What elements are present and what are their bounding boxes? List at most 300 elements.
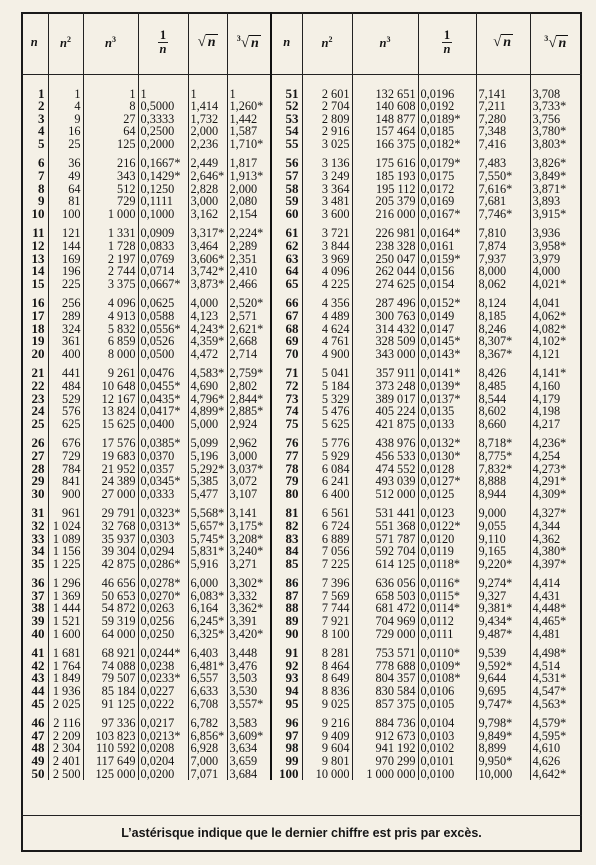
cell-sqrt: 9,055 (476, 520, 530, 533)
cell-sqrt: 9,747* (476, 698, 530, 711)
cell-sqrt: 4,690 (188, 380, 227, 393)
cell-inverse: 0,0222 (138, 698, 188, 711)
cell-square: 2 401 (48, 755, 83, 768)
cell-n: 33 (31, 532, 45, 546)
cell-n: 51 (271, 88, 302, 101)
cell-inverse: 0,0192 (418, 100, 476, 113)
cell-cube: 148 877 (352, 113, 418, 126)
cell-sqrt: 7,348 (476, 125, 530, 138)
cell-square: 9 025 (302, 698, 352, 711)
col-header-cbrt: $^3$√ n (530, 12, 582, 74)
cell-square: 961 (48, 500, 83, 520)
cell-cube: 6 859 (83, 335, 138, 348)
cell-sqrt: 6,481* (188, 660, 227, 673)
cell-inverse: 0,0147 (418, 323, 476, 336)
cell-square: 6 724 (302, 520, 352, 533)
cell-square: 2 209 (48, 730, 83, 743)
cell-n: 34 (31, 545, 45, 558)
spacer-cell (530, 74, 582, 88)
cell-square: 8 100 (302, 628, 352, 641)
cell-square: 5 329 (302, 393, 352, 406)
cell-sqrt: 9,950* (476, 755, 530, 768)
cell-square: 121 (48, 220, 83, 240)
cell-cube: 8 000 (83, 348, 138, 361)
cell-square: 5 041 (302, 360, 352, 380)
cell-cbrt: 3,826* (530, 150, 582, 170)
cell-cbrt: 3,208* (227, 533, 271, 546)
cell-cbrt: 3,893 (530, 195, 582, 208)
cell-cube: 216 (83, 150, 138, 170)
cell-cube: 343 000 (352, 348, 418, 361)
table-body (21, 74, 582, 780)
cell-square: 400 (48, 348, 83, 361)
cell-square: 289 (48, 310, 83, 323)
cell-square: 2 916 (302, 125, 352, 138)
cell-cube: 110 592 (83, 742, 138, 755)
table-row (21, 335, 582, 348)
cell-cbrt: 2,759* (227, 360, 271, 380)
table-row (21, 570, 582, 590)
cell-cube: 238 328 (352, 240, 418, 253)
cell-inverse: 0,0244* (138, 640, 188, 660)
cell-cbrt: 3,530 (227, 685, 271, 698)
cell-inverse: 0,0169 (418, 195, 476, 208)
cell-n: 25 (31, 417, 45, 431)
table-row (21, 628, 582, 641)
cell-cube: 1 331 (83, 220, 138, 240)
cell-n: 88 (271, 602, 302, 615)
cell-cube: 4 096 (83, 290, 138, 310)
cell-inverse: 0,0175 (418, 170, 476, 183)
cell-square: 6 084 (302, 463, 352, 476)
cell-cbrt: 4,236* (530, 430, 582, 450)
cell-inverse: 0,0208 (138, 742, 188, 755)
cell-inverse: 0,0370 (138, 450, 188, 463)
cell-cbrt: 2,714 (227, 348, 271, 361)
cell-cbrt: 4,465* (530, 615, 582, 628)
table-row (21, 558, 582, 571)
cell-square: 3 481 (302, 195, 352, 208)
cell-n: 10 (31, 207, 45, 221)
cell-cube: 117 649 (83, 755, 138, 768)
cell-sqrt: 8,426 (476, 360, 530, 380)
cell-inverse: 0,0106 (418, 685, 476, 698)
cell-n: 53 (271, 113, 302, 126)
cell-square: 3 364 (302, 183, 352, 196)
cell-n: 90 (271, 628, 302, 641)
cell-square: 3 969 (302, 253, 352, 266)
cell-cbrt: 4,327* (530, 500, 582, 520)
cell-cbrt: 4,198 (530, 405, 582, 418)
cell-square: 5 625 (302, 418, 352, 431)
cell-cbrt: 3,756 (530, 113, 582, 126)
cell-sqrt: 7,483 (476, 150, 530, 170)
cell-inverse: 0,0132* (418, 430, 476, 450)
cell-n: 17 (31, 310, 45, 323)
cell-cube: 1 000 000 (352, 768, 418, 781)
cell-square: 324 (48, 323, 83, 336)
cell-square: 3 136 (302, 150, 352, 170)
cell-n: 18 (31, 322, 45, 336)
cell-inverse: 0,0417* (138, 405, 188, 418)
cell-n: 49 (31, 755, 45, 768)
cell-cube: 39 304 (83, 545, 138, 558)
cell-cbrt: 4,362 (530, 533, 582, 546)
cell-cube: 5 832 (83, 323, 138, 336)
cell-square: 3 025 (302, 138, 352, 151)
cell-square: 64 (48, 183, 83, 196)
table-row (21, 100, 582, 113)
cell-cbrt: 3,915* (530, 208, 582, 221)
cell-cbrt: 4,000 (530, 265, 582, 278)
cell-n: 16 (31, 295, 45, 310)
cell-cube: 35 937 (83, 533, 138, 546)
cell-sqrt: 7,874 (476, 240, 530, 253)
cell-cbrt: 4,397* (530, 558, 582, 571)
cell-n: 99 (271, 755, 302, 768)
cell-inverse: 0,0161 (418, 240, 476, 253)
cell-sqrt: 6,164 (188, 602, 227, 615)
spacer-cell (48, 74, 83, 88)
cell-inverse: 0,0127* (418, 475, 476, 488)
cell-cube: 68 921 (83, 640, 138, 660)
cell-cube: 274 625 (352, 278, 418, 291)
cell-cube: 2 197 (83, 253, 138, 266)
cell-sqrt: 6,928 (188, 742, 227, 755)
cell-square: 2 500 (48, 768, 83, 781)
cell-n: 97 (271, 730, 302, 743)
cell-inverse: 0,0909 (138, 220, 188, 240)
cell-square: 3 844 (302, 240, 352, 253)
cell-n: 22 (31, 379, 45, 393)
cell-sqrt: 5,196 (188, 450, 227, 463)
cell-inverse: 0,0233* (138, 672, 188, 685)
cell-sqrt: 7,832* (476, 463, 530, 476)
cell-square: 256 (48, 290, 83, 310)
cell-sqrt: 5,831* (188, 545, 227, 558)
cell-cbrt: 4,254 (530, 450, 582, 463)
cell-cbrt: 4,102* (530, 335, 582, 348)
cell-cube: 125 000 (83, 768, 138, 781)
cell-sqrt: 7,071 (188, 768, 227, 781)
table-row (21, 430, 582, 450)
table-row (21, 125, 582, 138)
cell-cube: 438 976 (352, 430, 418, 450)
cell-sqrt: 8,660 (476, 418, 530, 431)
cell-n: 43 (31, 672, 45, 686)
cell-sqrt: 9,849* (476, 730, 530, 743)
cell-cbrt: 4,141* (530, 360, 582, 380)
cell-cbrt: 3,634 (227, 742, 271, 755)
cell-n: 9 (38, 195, 45, 208)
cell-sqrt: 4,000 (188, 290, 227, 310)
spacer-cell (352, 74, 418, 88)
cell-sqrt: 4,899* (188, 405, 227, 418)
cell-n: 100 (271, 768, 302, 781)
cell-cbrt: 4,082* (530, 323, 582, 336)
cell-cube: 314 432 (352, 323, 418, 336)
cell-cube: 166 375 (352, 138, 418, 151)
table-row (21, 138, 582, 151)
cell-cube: 42 875 (83, 558, 138, 571)
cell-cbrt: 3,958* (530, 240, 582, 253)
cell-inverse: 0,0141* (418, 360, 476, 380)
cell-sqrt: 2,000 (188, 125, 227, 138)
cell-sqrt: 5,292* (188, 463, 227, 476)
cell-n: 62 (271, 240, 302, 253)
cell-inverse: 0,0476 (138, 360, 188, 380)
col-header-inverse: $\frac{1}{n}$ (138, 12, 188, 74)
cell-inverse: 0,0625 (138, 290, 188, 310)
cell-inverse: 0,0526 (138, 335, 188, 348)
cell-inverse: 0,0154 (418, 278, 476, 291)
cell-cube: 941 192 (352, 742, 418, 755)
cell-cbrt: 3,684 (227, 768, 271, 781)
cell-n: 95 (271, 698, 302, 711)
cell-cbrt: 3,391 (227, 615, 271, 628)
cell-square: 8 464 (302, 660, 352, 673)
cell-n: 81 (271, 500, 302, 520)
col-header-n: n (271, 12, 302, 74)
cell-sqrt: 8,246 (476, 323, 530, 336)
cell-cbrt: 2,289 (227, 240, 271, 253)
cell-inverse: 0,1250 (138, 183, 188, 196)
cell-sqrt: 9,487* (476, 628, 530, 641)
cell-cbrt: 4,626 (530, 755, 582, 768)
table-row (21, 240, 582, 253)
cell-sqrt: 7,280 (476, 113, 530, 126)
cell-n: 23 (31, 392, 45, 406)
cell-n: 93 (271, 672, 302, 685)
cell-cbrt: 3,557* (227, 698, 271, 711)
cell-inverse: 0,0156 (418, 265, 476, 278)
cell-inverse: 0,0435* (138, 393, 188, 406)
cell-n: 84 (271, 545, 302, 558)
cell-cbrt: 3,000 (227, 450, 271, 463)
cell-sqrt: 6,325* (188, 628, 227, 641)
cell-cbrt: 2,000 (227, 183, 271, 196)
cell-square: 729 (48, 450, 83, 463)
cell-square: 6 889 (302, 533, 352, 546)
cell-cbrt: 2,351 (227, 253, 271, 266)
cell-sqrt: 8,775* (476, 450, 530, 463)
cell-cube: 13 824 (83, 405, 138, 418)
cell-n: 39 (31, 615, 45, 628)
cell-sqrt: 9,592* (476, 660, 530, 673)
cell-inverse: 0,0286* (138, 558, 188, 571)
cell-n: 78 (271, 463, 302, 476)
cell-n: 75 (271, 418, 302, 431)
cell-n: 82 (271, 520, 302, 533)
cell-sqrt: 8,367* (476, 348, 530, 361)
cell-sqrt: 9,695 (476, 685, 530, 698)
cell-cube: 729 (83, 195, 138, 208)
cell-square: 1 936 (48, 685, 83, 698)
cell-n: 55 (271, 138, 302, 151)
cell-cube: 474 552 (352, 463, 418, 476)
cell-inverse: 0,0118* (418, 558, 476, 571)
cell-n: 76 (271, 430, 302, 450)
table-row (21, 615, 582, 628)
cell-sqrt: 4,583* (188, 360, 227, 380)
cell-sqrt: 7,141 (476, 88, 530, 101)
cell-n: 60 (271, 208, 302, 221)
col-header-cube: $n^3$ (83, 12, 138, 74)
table-row (21, 265, 582, 278)
cell-square: 2 304 (48, 742, 83, 755)
cell-cbrt: 2,668 (227, 335, 271, 348)
cell-cbrt: 3,659 (227, 755, 271, 768)
cell-square: 2 704 (302, 100, 352, 113)
cell-cbrt: 3,609* (227, 730, 271, 743)
cell-n: 42 (31, 659, 45, 673)
cell-n: 71 (271, 360, 302, 380)
cell-cbrt: 4,547* (530, 685, 582, 698)
cell-cube: 74 088 (83, 660, 138, 673)
cell-inverse: 0,0769 (138, 253, 188, 266)
cell-n: 79 (271, 475, 302, 488)
cell-square: 1 225 (48, 558, 83, 571)
cell-cbrt: 4,595* (530, 730, 582, 743)
cell-n: 8 (38, 182, 45, 196)
cell-inverse: 0,0137* (418, 393, 476, 406)
cell-square: 484 (48, 380, 83, 393)
cell-n: 64 (271, 265, 302, 278)
cell-n: 37 (31, 589, 45, 603)
cell-cbrt: 3,271 (227, 558, 271, 571)
cell-inverse: 0,0109* (418, 660, 476, 673)
cell-n: 96 (271, 710, 302, 730)
cell-sqrt: 3,000 (188, 195, 227, 208)
cell-cube: 343 (83, 170, 138, 183)
table-header (21, 12, 582, 74)
cell-cube: 21 952 (83, 463, 138, 476)
cell-cbrt: 2,080 (227, 195, 271, 208)
spacer-cell (476, 74, 530, 88)
cell-sqrt: 9,165 (476, 545, 530, 558)
table-row (21, 475, 582, 488)
cell-inverse: 0,0455* (138, 380, 188, 393)
cell-sqrt: 3,873* (188, 278, 227, 291)
table-row (21, 380, 582, 393)
cell-n: 65 (271, 278, 302, 291)
cell-square: 3 249 (302, 170, 352, 183)
cell-cube: 24 389 (83, 475, 138, 488)
cell-square: 1 156 (48, 545, 83, 558)
cell-inverse: 0,0250 (138, 628, 188, 641)
cell-cube: 729 000 (352, 628, 418, 641)
cell-sqrt: 9,220* (476, 558, 530, 571)
cell-inverse: 0,0159* (418, 253, 476, 266)
cell-cube: 884 736 (352, 710, 418, 730)
cell-sqrt: 6,856* (188, 730, 227, 743)
cell-inverse: 0,2500 (138, 125, 188, 138)
cell-n: 38 (31, 602, 45, 616)
table-row (21, 710, 582, 730)
cell-cbrt: 4,380* (530, 545, 582, 558)
cell-square: 196 (48, 265, 83, 278)
cell-cube: 27 000 (83, 488, 138, 501)
cell-sqrt: 4,472 (188, 348, 227, 361)
cell-square: 7 396 (302, 570, 352, 590)
cell-sqrt: 7,681 (476, 195, 530, 208)
cell-cbrt: 4,217 (530, 418, 582, 431)
cell-inverse: 0,1667* (138, 150, 188, 170)
cell-n: 35 (31, 557, 45, 571)
cell-square: 5 184 (302, 380, 352, 393)
cell-inverse: 0,0238 (138, 660, 188, 673)
cell-cube: 681 472 (352, 602, 418, 615)
cell-square: 8 649 (302, 672, 352, 685)
table-row (21, 450, 582, 463)
cell-cbrt: 1,587 (227, 125, 271, 138)
cell-n: 52 (271, 100, 302, 113)
cell-square: 784 (48, 463, 83, 476)
cell-sqrt: 3,606* (188, 253, 227, 266)
cell-cube: 704 969 (352, 615, 418, 628)
cell-cube: 64 000 (83, 628, 138, 641)
col-header-square: $n^2$ (302, 12, 352, 74)
cell-cbrt: 4,498* (530, 640, 582, 660)
cell-sqrt: 8,888 (476, 475, 530, 488)
cell-inverse: 0,0123 (418, 500, 476, 520)
cell-cbrt: 4,273* (530, 463, 582, 476)
cell-n: 98 (271, 742, 302, 755)
cell-cube: 59 319 (83, 615, 138, 628)
cell-sqrt: 6,782 (188, 710, 227, 730)
cell-n: 28 (31, 462, 45, 476)
cell-square: 144 (48, 240, 83, 253)
cell-sqrt: 9,000 (476, 500, 530, 520)
cell-cbrt: 2,885* (227, 405, 271, 418)
cell-n: 14 (31, 265, 45, 278)
cell-sqrt: 5,099 (188, 430, 227, 450)
cell-square: 9 604 (302, 742, 352, 755)
col-header-n: n (30, 35, 38, 50)
cell-cbrt: 2,571 (227, 310, 271, 323)
cell-sqrt: 8,062 (476, 278, 530, 291)
cell-square: 4 761 (302, 335, 352, 348)
cell-cbrt: 3,583 (227, 710, 271, 730)
cell-sqrt: 6,403 (188, 640, 227, 660)
cell-square: 8 281 (302, 640, 352, 660)
cell-cube: 19 683 (83, 450, 138, 463)
cell-inverse: 0,0667* (138, 278, 188, 291)
cell-n: 36 (31, 575, 45, 590)
cell-sqrt: 4,243* (188, 323, 227, 336)
cell-n: 67 (271, 310, 302, 323)
header-spacer-row (21, 74, 582, 88)
cell-cbrt: 4,563* (530, 698, 582, 711)
cell-cbrt: 3,871* (530, 183, 582, 196)
table-row (21, 393, 582, 406)
table-row (21, 500, 582, 520)
cell-sqrt: 2,828 (188, 183, 227, 196)
cell-cbrt: 1,710* (227, 138, 271, 151)
cell-sqrt: 7,416 (476, 138, 530, 151)
cell-n: 77 (271, 450, 302, 463)
cell-sqrt: 7,746* (476, 208, 530, 221)
cell-inverse: 0,0303 (138, 533, 188, 546)
cell-inverse: 0,0100 (418, 768, 476, 781)
cell-cube: 4 913 (83, 310, 138, 323)
cell-n: 31 (31, 505, 45, 520)
cell-cube: 389 017 (352, 393, 418, 406)
cell-cbrt: 4,531* (530, 672, 582, 685)
cell-n: 80 (271, 488, 302, 501)
cell-square: 4 356 (302, 290, 352, 310)
cell-n: 66 (271, 290, 302, 310)
